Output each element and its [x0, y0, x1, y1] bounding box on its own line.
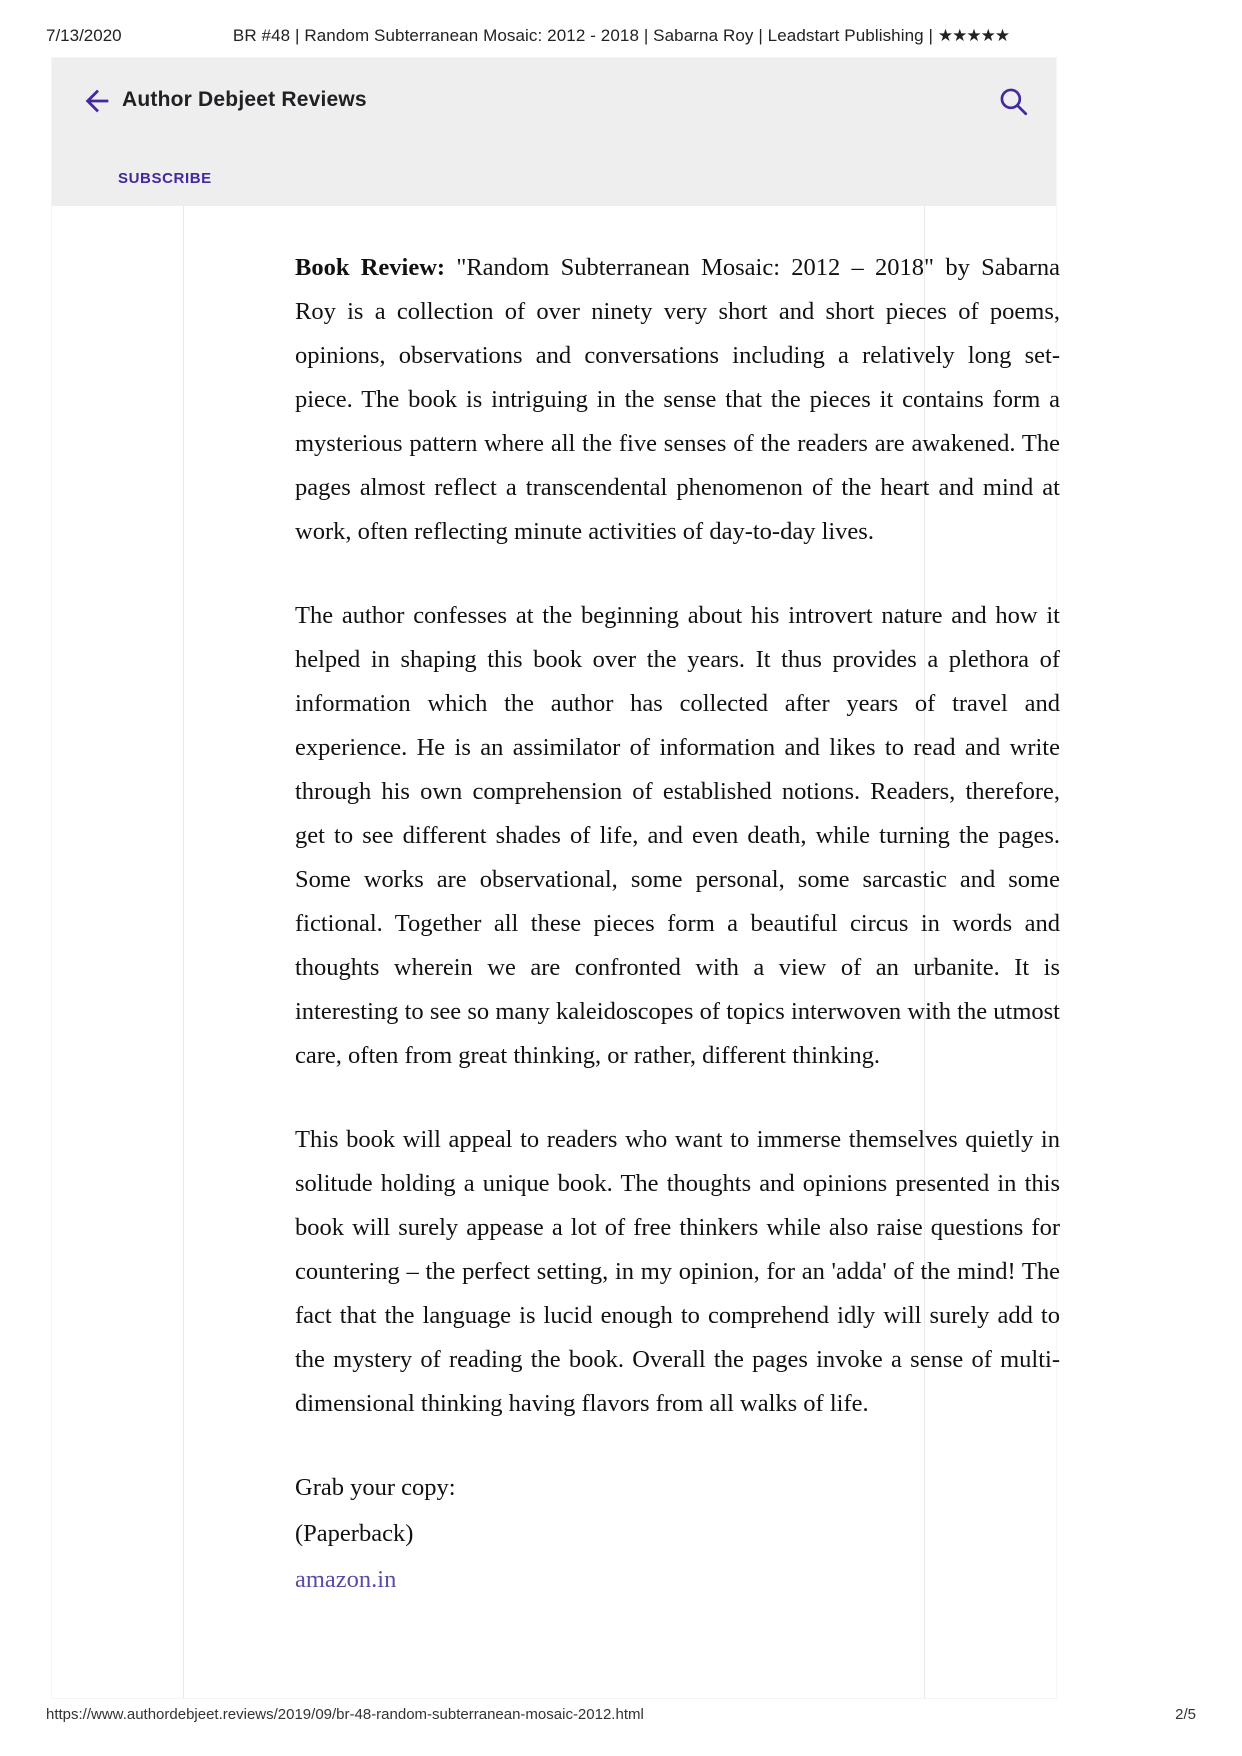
purchase-link-row: [295, 1558, 1060, 1602]
article-body: [295, 246, 1060, 1604]
rating-stars: ★★★★★: [937, 26, 1010, 45]
left-rail: [52, 206, 184, 1698]
print-footer-page-number: 2/5: [1175, 1706, 1196, 1723]
search-icon[interactable]: [996, 84, 1030, 118]
print-footer: [0, 1706, 1242, 1730]
format-label: (Paperback): [295, 1520, 414, 1547]
page-title: Author Debjeet Reviews: [122, 88, 367, 111]
article-paragraph-3: This book will appeal to readers who want to immerse themselves quietly in solitude holding a unique book. The thoughts and opinions presented in this book will surely appease a lot of free thinkers while also raise questions for countering – the perfect setting, in my opinion, for an 'adda' of the mind! The fact that the language is lucid enough to comprehend idly will surely add to the mystery of reading the book. Overall the pages invoke a sense of multi-dimensional thinking having flavors from all walks of life.: [295, 1126, 1060, 1417]
print-title-text: BR #48 | Random Subterranean Mosaic: 2012 - 2018 | Sabarna Roy | Leadstart Publishing |: [232, 26, 938, 45]
subscribe-bar: [52, 154, 1056, 206]
print-page-title: [0, 26, 1242, 46]
article-paragraph-1: [295, 246, 1060, 554]
print-header: [0, 26, 1242, 56]
app-bar: [52, 58, 1056, 154]
arrow-left-icon[interactable]: [80, 84, 114, 118]
captured-webpage: [52, 58, 1060, 1698]
print-date: 7/13/2020: [46, 26, 122, 45]
article-paragraph-1-text: "Random Subterranean Mosaic: 2012 – 2018" by Sabarna Roy is a collection of over ninety very short and short pieces of poems, opinions, observations and conversations including a relatively long set-piece. The book is intriguing in the sense that the pieces it contains form a mysterious pattern where all the five senses of the readers are awakened. The pages almost reflect a transcendental phenomenon of the heart and mind at work, often reflecting minute activities of day-to-day lives.: [295, 254, 1060, 545]
amazon-link[interactable]: amazon.in: [295, 1566, 397, 1593]
review-label: Book Review:: [295, 254, 446, 281]
article-paragraph-2: The author confesses at the beginning about his introvert nature and how it helped in shaping this book over the years. It thus provides a plethora of information which the author has collected after years of travel and experience. He is an assimilator of information and likes to read and write through his own comprehension of established notions. Readers, therefore, get to see different shades of life, and even death, while turning the pages. Some works are observational, some personal, some sarcastic and some fictional. Together all these pieces form a beautiful circus in words and thoughts wherein we are confronted with a view of an urbanite. It is interesting to see so many kaleidoscopes of topics interwoven with the utmost care, often from great thinking, or rather, different thinking.: [295, 602, 1060, 1069]
subscribe-link[interactable]: SUBSCRIBE: [118, 170, 212, 187]
grab-copy-label: Grab your copy:: [295, 1474, 456, 1501]
content-divider-left: [183, 206, 184, 1698]
print-footer-url: https://www.authordebjeet.reviews/2019/09/br-48-random-subterranean-mosaic-2012.html: [46, 1706, 644, 1723]
